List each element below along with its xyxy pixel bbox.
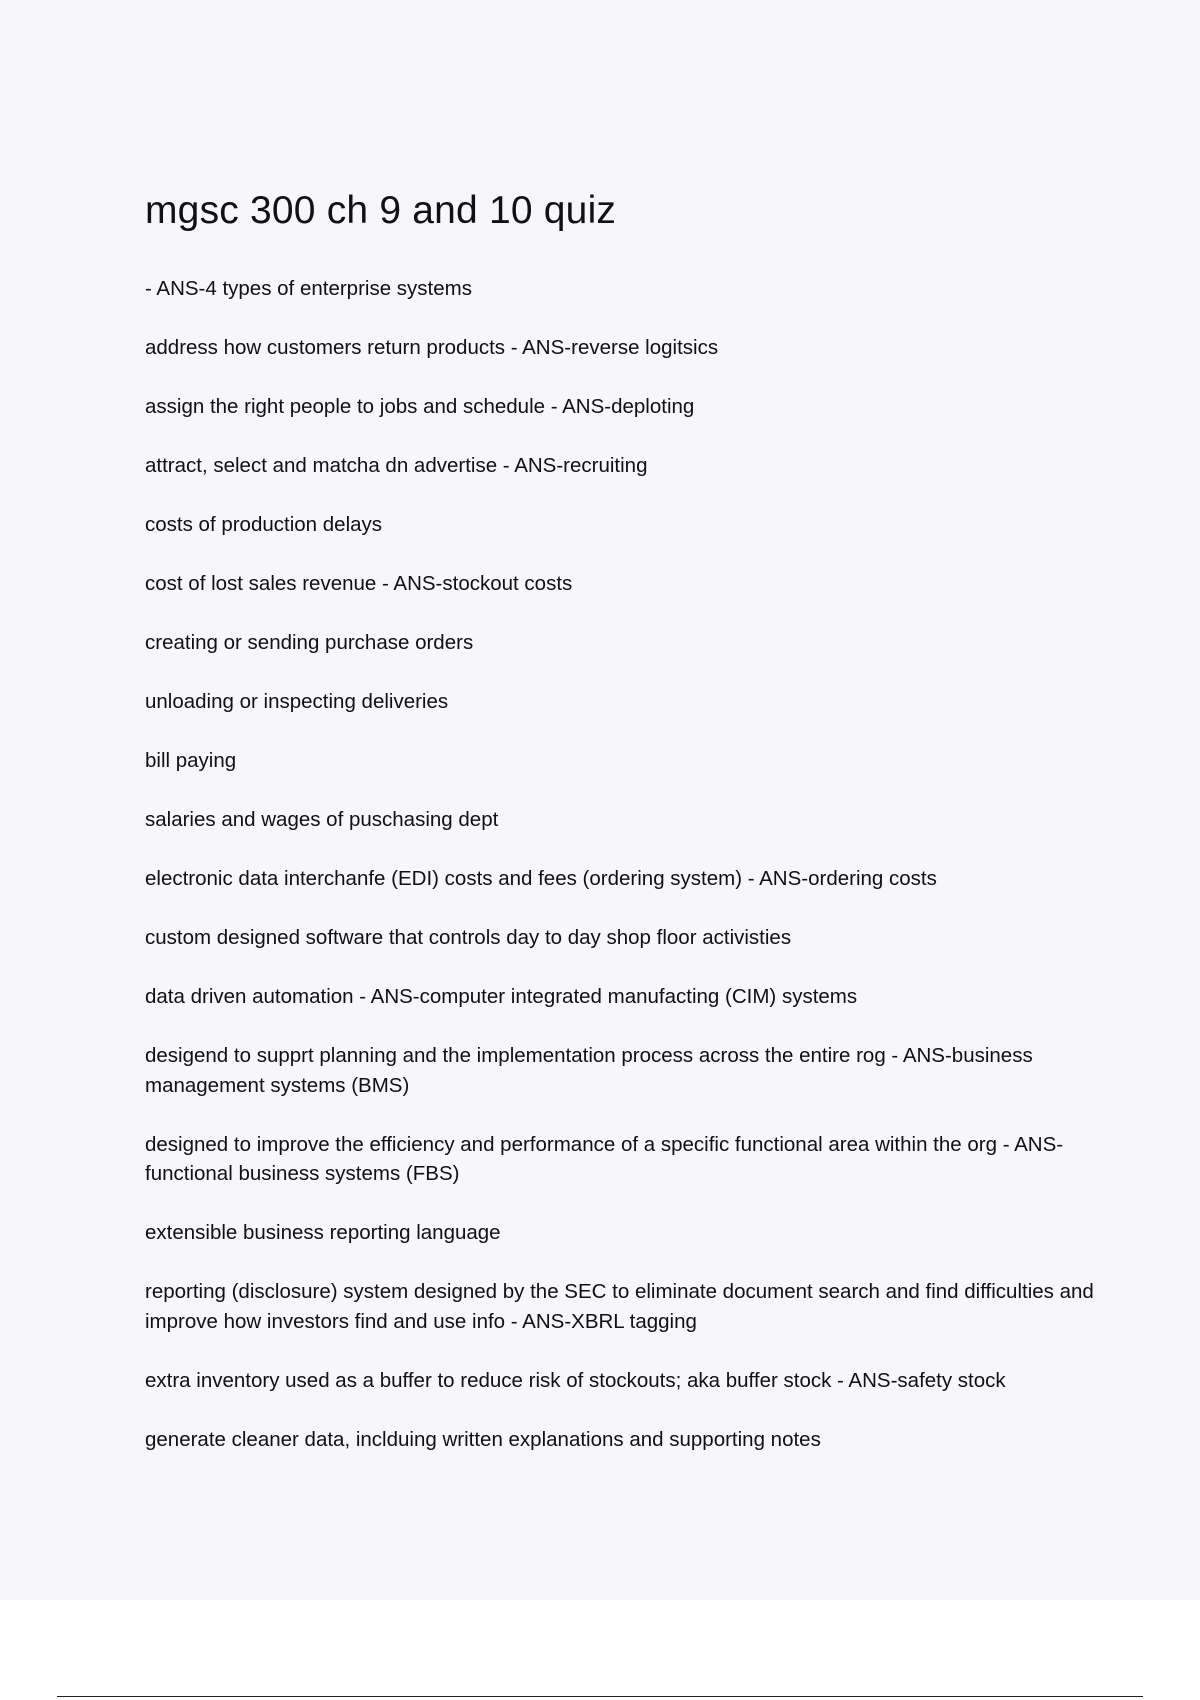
entry-item: designed to improve the efficiency and performance of a specific functional area within the org - ANS-functional business systems (FBS) [145,1132,1064,1185]
entry-item: reporting (disclosure) system designed by the SEC to eliminate document search and find difficulties and improve how investors find and use info - ANS-XBRL tagging [145,1280,1094,1333]
entry-item: desigend to supprt planning and the implementation process across the entire rog - ANS-business management systems (BMS) [145,1044,1033,1097]
entry-item: costs of production delays [145,513,383,536]
entry-item: creating or sending purchase orders [145,631,474,654]
entry-item: - ANS-4 types of enterprise systems [145,277,472,300]
entry-item: address how customers return products - ANS-reverse logitsics [145,336,719,359]
entry-item: salaries and wages of puschasing dept [145,808,499,831]
entry-item: attract, select and matcha dn advertise - ANS-recruiting [145,454,648,477]
document-content [145,186,1105,1484]
entry-item: electronic data interchanfe (EDI) costs and fees (ordering system) - ANS-ordering costs [145,867,937,890]
entry-item: assign the right people to jobs and schedule - ANS-deploting [145,395,695,418]
entry-item: generate cleaner data, inclduing written explanations and supporting notes [145,1427,821,1451]
entry-item: extensible business reporting language [145,1221,501,1244]
entry-item: data driven automation - ANS-computer integrated manufacting (CIM) systems [145,985,858,1008]
entry-list [145,274,1105,1454]
footer-divider [57,1696,1143,1697]
entry-item: extra inventory used as a buffer to reduce risk of stockouts; aka buffer stock - ANS-safety stock [145,1368,1006,1392]
entry-item: custom designed software that controls day to day shop floor activisties [145,926,792,949]
entry-item: cost of lost sales revenue - ANS-stockout costs [145,572,573,595]
document-title: mgsc 300 ch 9 and 10 quiz [145,189,617,232]
entry-item: bill paying [145,749,237,772]
entry-item: unloading or inspecting deliveries [145,690,449,713]
